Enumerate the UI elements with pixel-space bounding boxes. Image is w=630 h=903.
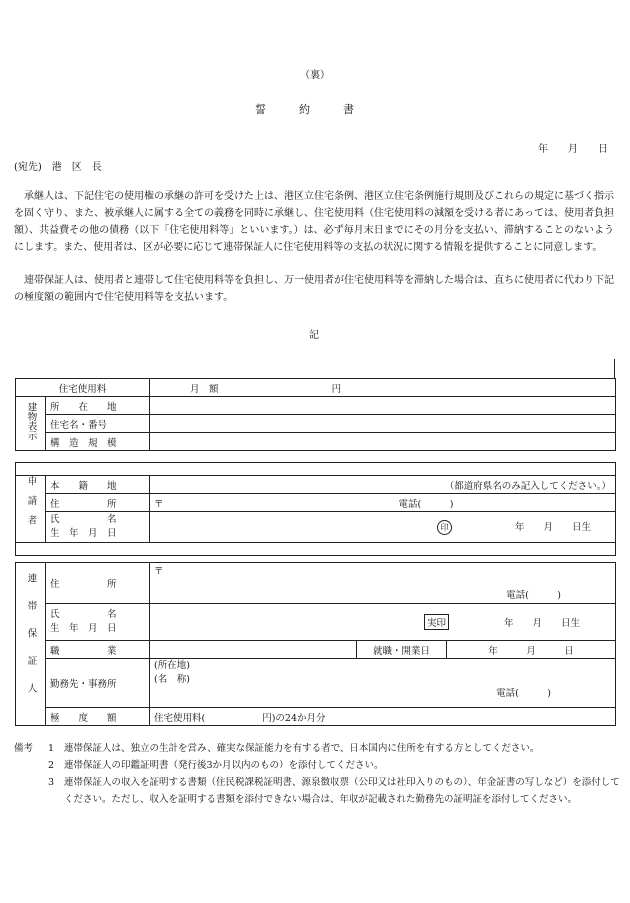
occupation-label: 職 業 — [46, 641, 150, 659]
date-line: 年 月 日 — [538, 144, 608, 155]
guarantor-table — [15, 562, 616, 726]
workplace-phone: 電話( ) — [496, 688, 552, 699]
guarantor-group-label: 連帯保証人 — [16, 563, 46, 726]
structure-label: 構 造 規 模 — [46, 433, 150, 451]
limit-field[interactable]: 住宅使用料( 円)の24か月分 — [150, 708, 616, 726]
monthly-label: 月 額 — [190, 383, 219, 395]
notes-section — [14, 740, 620, 808]
seal-icon: 印 — [437, 520, 452, 535]
structure-field[interactable] — [150, 433, 616, 451]
applicant-phone: 電話( ) — [398, 498, 454, 510]
addressee: (宛先) 港 区 長 — [14, 162, 102, 173]
guarantor-name-label: 氏 名 生 年 月 日 — [46, 604, 150, 641]
workplace-address-label: (所在地) — [154, 660, 190, 671]
house-table — [15, 378, 616, 451]
location-label: 所 在 地 — [46, 397, 150, 415]
applicant-address-label: 住 所 — [46, 494, 150, 512]
honseki-field[interactable] — [150, 476, 616, 494]
applicant-name-label: 氏 名 生 年 月 日 — [46, 512, 150, 543]
margin-line — [614, 359, 615, 379]
applicant-address-field[interactable] — [150, 494, 616, 512]
honseki-note: （都道府県名のみ記入してください。） — [444, 480, 611, 492]
page-title: 誓 約 書 — [255, 103, 354, 116]
honseki-label: 本 籍 地 — [46, 476, 150, 494]
note-item: 2 連帯保証人の印鑑証明書（発行後3か月以内のもの）を添付してください。 — [48, 760, 384, 771]
page-side-label: （裏） — [300, 70, 330, 81]
guarantor-phone: 電話( ) — [506, 590, 562, 601]
guarantor-address-field[interactable] — [150, 563, 616, 604]
workplace-field[interactable] — [150, 659, 616, 708]
house-name-label: 住宅名・番号 — [46, 415, 150, 433]
note-item: 3 連帯保証人の収入を証明する書類（住民税課税証明書、源泉徴収票（公印又は社印入りのもの）、年金証書の写しなど）を添付してください。ただし、収入を証明する書類を添付できない場合は、年収が記載された勤務先の証明証を添付してください。 — [48, 777, 620, 805]
occupation-field[interactable] — [150, 641, 357, 659]
applicant-name-field[interactable] — [150, 512, 616, 543]
workplace-label: 勤務先・事務所 — [46, 659, 150, 708]
guarantor-name-field[interactable] — [150, 604, 616, 641]
applicant-postal-mark: 〒 — [154, 498, 164, 510]
ki-heading: 記 — [309, 330, 319, 341]
rent-label: 住宅使用料 — [16, 379, 150, 397]
employment-date-field[interactable]: 年 月 日 — [447, 641, 616, 659]
guarantor-postal-mark: 〒 — [154, 566, 164, 577]
guarantor-address-label: 住 所 — [46, 563, 150, 604]
house-name-field[interactable] — [150, 415, 616, 433]
note-item: 備考 1 連帯保証人は、独立の生計を営み、確実な保証能力を有する者で、日本国内に住所を有する方としてください。 — [14, 740, 620, 757]
pledge-paragraph-1: 承継人は、下記住宅の使用権の承継の許可を受けた上は、港区立住宅条例、港区立住宅条例施行規則及びこれらの規定に基づく指示を固く守り、また、被承継人に属する全ての義務を同時に承継し、住宅使用料（住宅使用料の減額を受ける者にあっては、使用者負担額）、共益費その他の債務（以下「住宅使用料等」といいます。）は、必ず毎月末日までにその月分を支払い、滞納することのないようにします。また、使用者は、区が必要に応じて連帯保証人に住宅使用料等の支払の状況に関する情報を提供することに同意します。 — [14, 191, 614, 253]
applicant-group-label: 申請者 — [16, 476, 46, 543]
rent-cell[interactable] — [150, 379, 616, 397]
applicant-table — [15, 462, 616, 556]
yen-label: 円 — [331, 383, 342, 395]
applicant-dob-value: 年 月 日生 — [515, 522, 592, 533]
building-group-label: 建物表示 — [16, 397, 46, 451]
employment-date-label: 就職・開業日 — [357, 641, 447, 659]
guarantor-dob-value: 年 月 日生 — [504, 618, 581, 629]
pledge-paragraph-2: 連帯保証人は、使用者と連帯して住宅使用料等を負担し、万一使用者が住宅使用料等を滞納した場合は、直ちに使用者に代わり下記の極度額の範囲内で住宅使用料等を支払います。 — [14, 275, 614, 303]
location-field[interactable] — [150, 397, 616, 415]
notes-label: 備考 — [14, 743, 34, 754]
workplace-name-label: (名 称) — [154, 674, 190, 685]
limit-label: 極 度 額 — [46, 708, 150, 726]
official-seal-icon: 実印 — [424, 614, 449, 630]
